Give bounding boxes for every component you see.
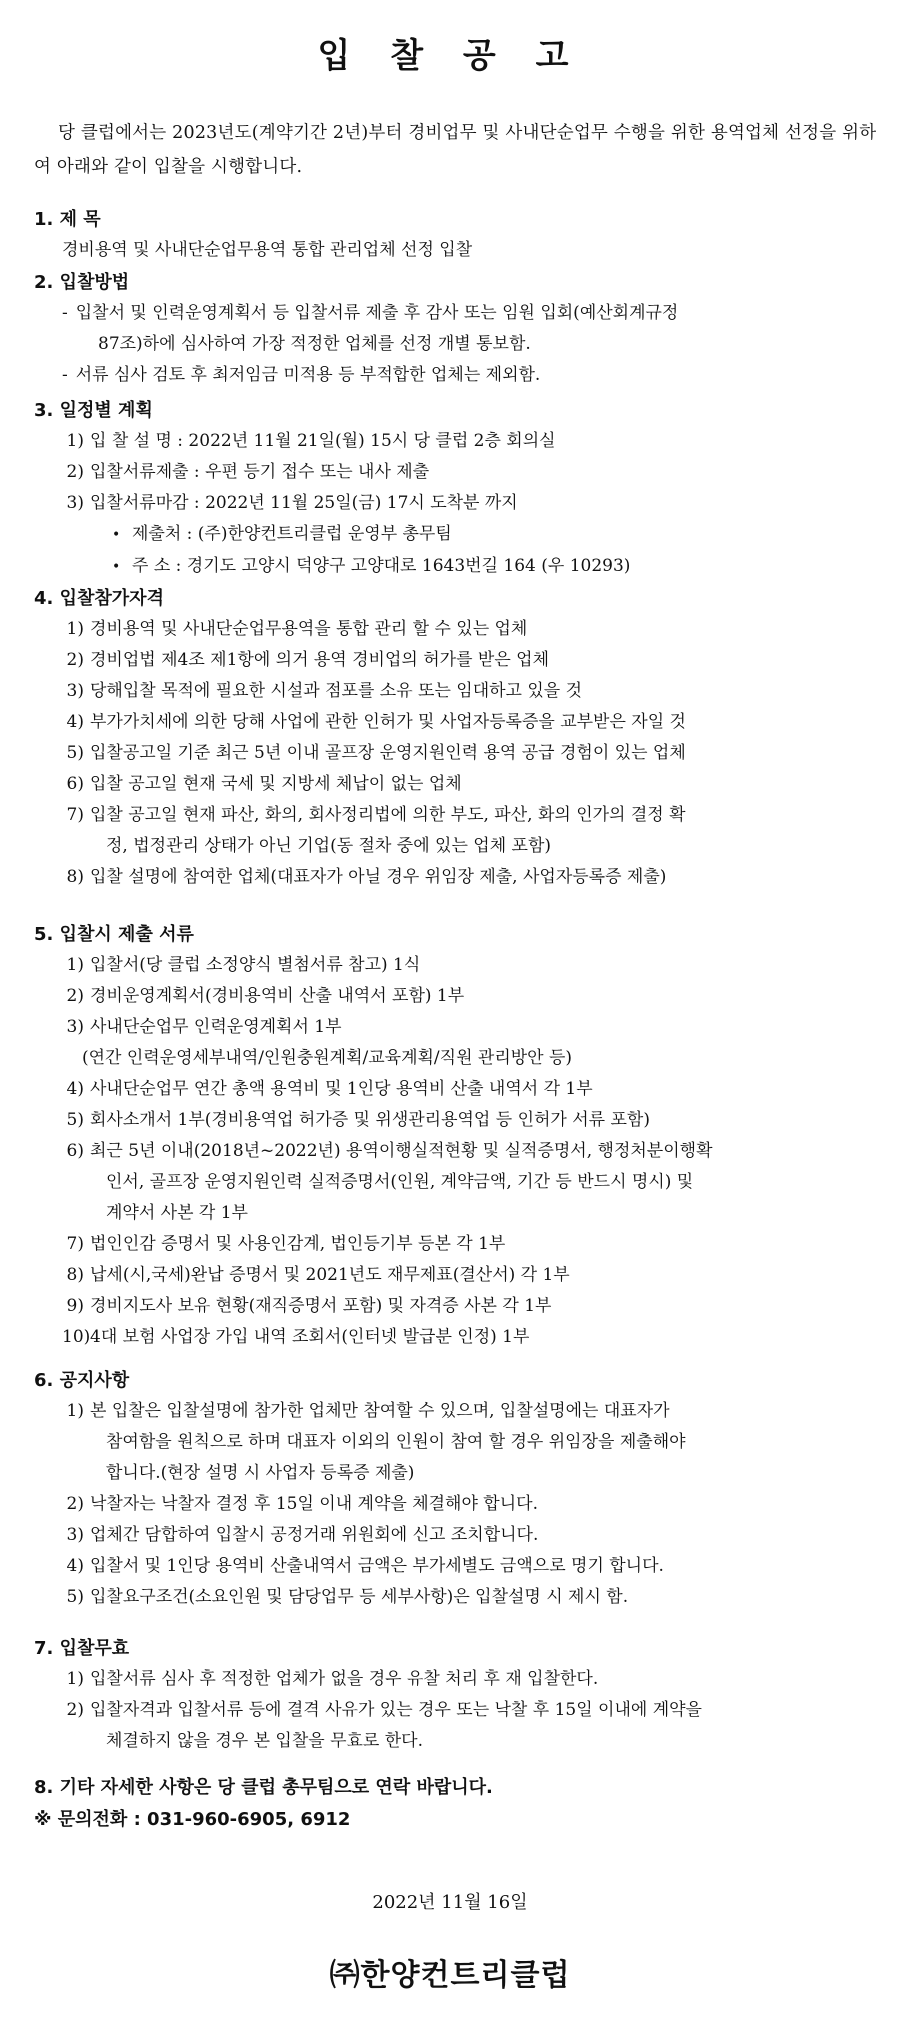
list-item: 8) 입찰 설명에 참여한 업체(대표자가 아닐 경우 위임장 제출, 사업자등록증 제출) [66,867,667,887]
list-item: 3) 입찰서류마감 : 2022년 11월 25일(금) 17시 도착분 까지 [66,493,518,513]
list-item: - 서류 심사 검토 후 최저임금 미적용 등 부적합한 업체는 제외함. [62,365,541,385]
section-heading: 5. 입찰시 제출 서류 [34,924,194,945]
list-item: 2) 입찰서류제출 : 우편 등기 접수 또는 내사 제출 [66,462,430,482]
list-item: 3) 사내단순업무 인력운영계획서 1부 [66,1017,342,1037]
list-item: 4) 사내단순업무 연간 총액 용역비 및 1인당 용역비 산출 내역서 각 1부 [66,1079,593,1099]
section-invalidation [34,1634,884,1757]
list-item: 5) 입찰요구조건(소요인원 및 담당업무 등 세부사항)은 입찰설명 시 제시 함. [66,1587,629,1607]
list-item-continued: 계약서 사본 각 1부 [106,1203,248,1223]
section-heading: 1. 제 목 [34,209,101,230]
list-item: 9) 경비지도사 보유 현황(재직증명서 포함) 및 자격증 사본 각 1부 [66,1296,552,1316]
page-title: 입 찰 공 고 [317,36,583,76]
list-item: 2) 경비업법 제4조 제1항에 의거 용역 경비업의 허가를 받은 업체 [66,650,549,670]
list-item: 5) 입찰공고일 기준 최근 5년 이내 골프장 운영지원인력 용역 공급 경험이 있는 업체 [66,743,686,763]
section-eligibility [34,584,884,893]
contact-phone: ※ 문의전화 : 031-960-6905, 6912 [34,1809,351,1830]
section-notices [34,1366,884,1613]
list-item-continued: 87조)하에 심사하여 가장 적정한 업체를 선정 개별 통보함. [98,334,531,354]
intro-paragraph: 당 클럽에서는 2023년도(계약기간 2년)부터 경비업무 및 사내단순업무 수행을 위한 용역업체 선정을 위하여 아래와 같이 입찰을 시행합니다. [34,123,877,177]
bullet-item: • 제출처 : (주)한양컨트리클럽 운영부 총무팀 [34,519,884,551]
bullet-item: • 주 소 : 경기도 고양시 덕양구 고양대로 1643번길 164 (우 10293) [34,551,884,583]
bullet-icon: • [112,527,121,543]
notice-date: 2022년 11월 16일 [372,1892,528,1913]
section-heading: 6. 공지사항 [34,1370,130,1391]
section-contact [34,1772,884,1836]
list-item: 6) 최근 5년 이내(2018년~2022년) 용역이행실적현황 및 실적증명서, 행정처분이행확 [66,1141,713,1161]
list-item-continued: 참여함을 원칙으로 하며 대표자 이외의 인원이 참여 할 경우 위임장을 제출해야 [106,1432,686,1452]
section-bidding-method [34,268,884,391]
list-item: 1) 경비용역 및 사내단순업무용역을 통합 관리 할 수 있는 업체 [66,619,528,639]
list-item: 10)4대 보험 사업장 가입 내역 조회서(인터넷 발급분 인정) 1부 [62,1327,530,1347]
list-item: 1) 입찰서(당 클럽 소정양식 별첨서류 참고) 1식 [66,955,421,975]
section-documents [34,920,884,1353]
section-heading: 2. 입찰방법 [34,272,130,293]
list-item: 7) 입찰 공고일 현재 파산, 화의, 회사정리법에 의한 부도, 파산, 화의 인가의 결정 확 [66,805,686,825]
list-item: 8) 납세(시,국세)완납 증명서 및 2021년도 재무제표(결산서) 각 1부 [66,1265,570,1285]
list-item: 3) 업체간 담합하여 입찰시 공정거래 위원회에 신고 조치합니다. [66,1525,539,1545]
list-item: 3) 당해입찰 목적에 필요한 시설과 점포를 소유 또는 임대하고 있을 것 [66,681,583,701]
list-item-continued: 합니다.(현장 설명 시 사업자 등록증 제출) [106,1463,415,1483]
list-item: 5) 회사소개서 1부(경비용역업 허가증 및 위생관리용역업 등 인허가 서류 포함) [66,1110,650,1130]
list-item: 4) 입찰서 및 1인당 용역비 산출내역서 금액은 부가세별도 금액으로 명기 합니다. [66,1556,664,1576]
list-item: - 입찰서 및 인력운영계획서 등 입찰서류 제출 후 감사 또는 임원 입회(예산회계규정 [62,303,679,323]
list-item: 2) 경비운영계획서(경비용역비 산출 내역서 포함) 1부 [66,986,465,1006]
company-name: ㈜한양컨트리클럽 [329,1958,571,1993]
list-item-continued: 정, 법정관리 상태가 아닌 기업(동 절차 중에 있는 업체 포함) [106,836,552,856]
subject-text: 경비용역 및 사내단순업무용역 통합 관리업체 선정 입찰 [62,240,473,260]
list-item: 2) 입찰자격과 입찰서류 등에 결격 사유가 있는 경우 또는 낙찰 후 15일 이내에 계약을 [66,1700,702,1720]
bullet-icon: • [112,559,121,575]
list-item-continued: 체결하지 않을 경우 본 입찰을 무효로 한다. [106,1731,424,1751]
list-item: 6) 입찰 공고일 현재 국세 및 지방세 체납이 없는 업체 [66,774,462,794]
list-item: 4) 부가가치세에 의한 당해 사업에 관한 인허가 및 사업자등록증을 교부받은 자일 것 [66,712,686,732]
section-heading: 4. 입찰참가자격 [34,588,164,609]
section-subject [34,205,884,266]
contact-heading: 8. 기타 자세한 사항은 당 클럽 총무팀으로 연락 바랍니다. [34,1777,493,1798]
list-item-continued: (연간 인력운영세부내역/인원충원계획/교육계획/직원 관리방안 등) [82,1048,573,1068]
list-item: 2) 낙찰자는 낙찰자 결정 후 15일 이내 계약을 체결해야 합니다. [66,1494,538,1514]
list-item: 1) 입 찰 설 명 : 2022년 11월 21일(월) 15시 당 클럽 2층 회의실 [66,431,556,451]
section-schedule [34,396,884,583]
section-heading: 3. 일정별 계획 [34,400,153,421]
list-item: 1) 본 입찰은 입찰설명에 참가한 업체만 참여할 수 있으며, 입찰설명에는 대표자가 [66,1401,670,1421]
section-heading: 7. 입찰무효 [34,1638,130,1659]
list-item: 1) 입찰서류 심사 후 적정한 업체가 없을 경우 유찰 처리 후 재 입찰한다. [66,1669,599,1689]
list-item: 7) 법인인감 증명서 및 사용인감계, 법인등기부 등본 각 1부 [66,1234,506,1254]
list-item-continued: 인서, 골프장 운영지원인력 실적증명서(인원, 계약금액, 기간 등 반드시 명시) 및 [106,1172,694,1192]
